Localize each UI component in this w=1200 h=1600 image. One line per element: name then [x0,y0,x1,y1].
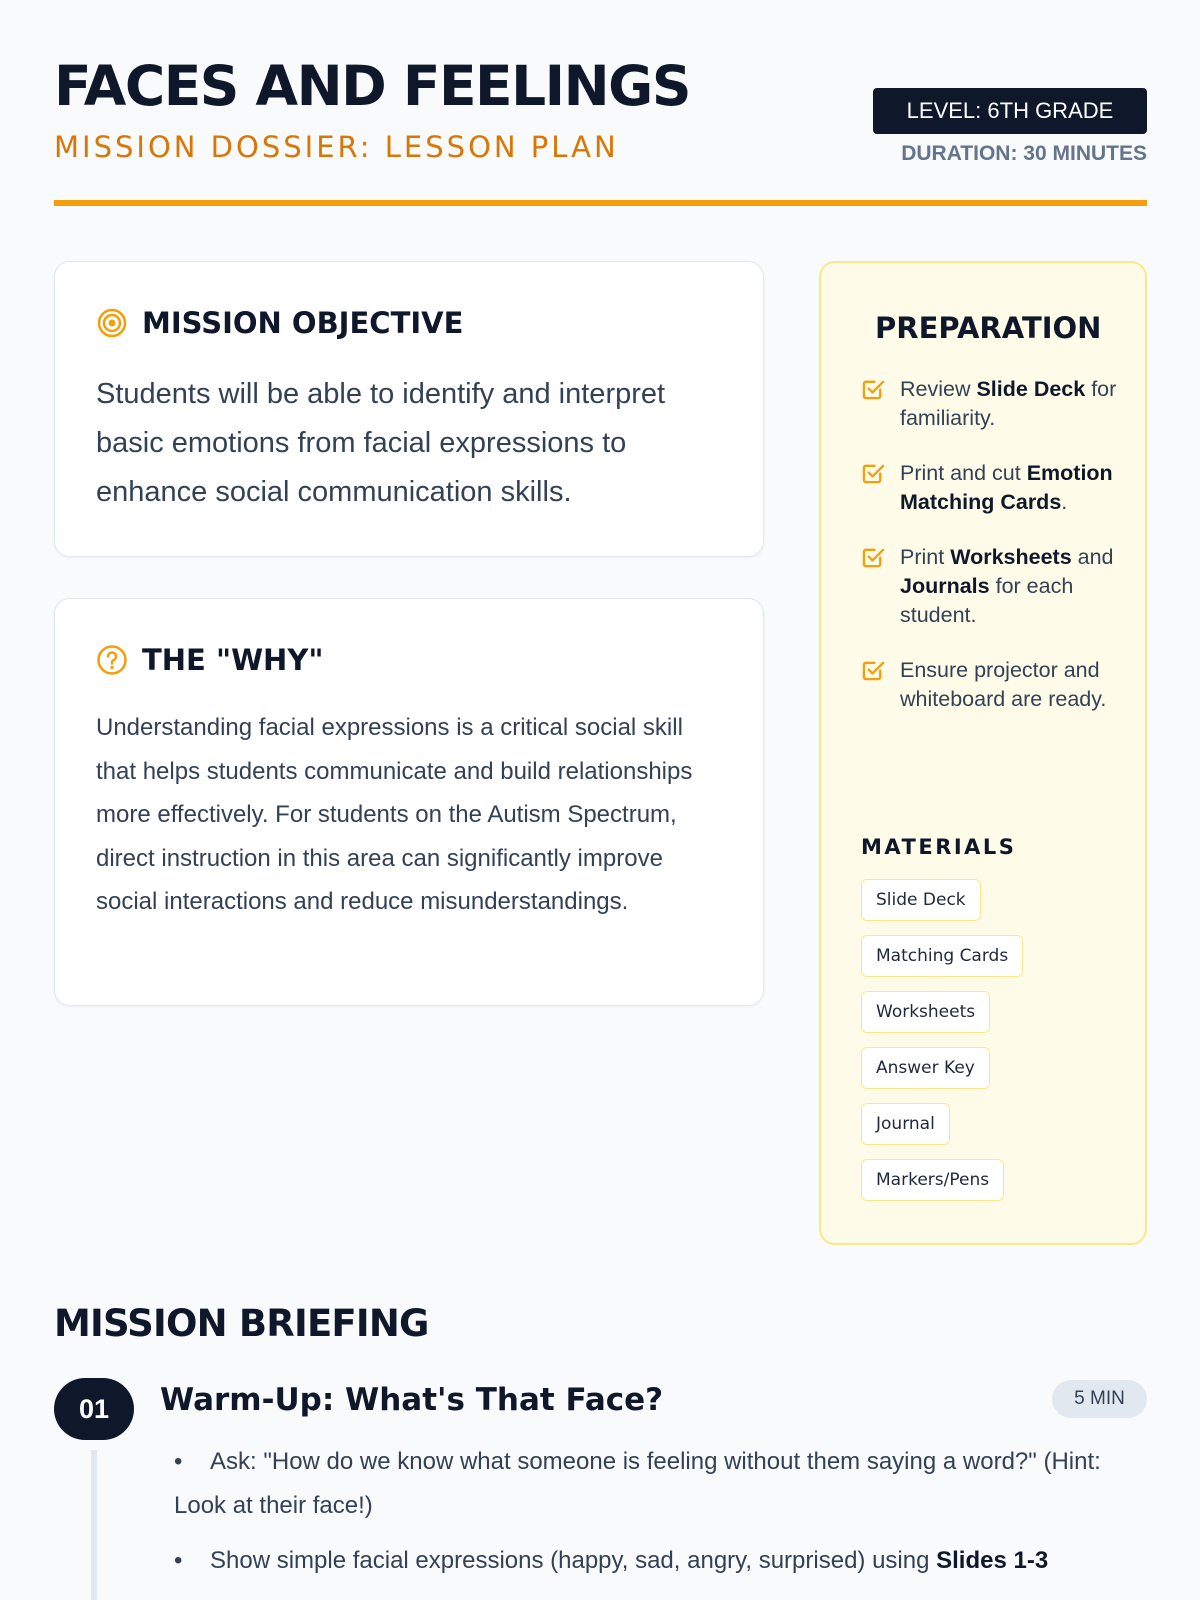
mission-objective-card [54,261,764,557]
checkbox-checked-icon [861,461,886,486]
checklist-text: Print and cut Emotion Matching Cards. [900,461,1113,514]
material-tag: Slide Deck [861,879,981,921]
step-number-badge: 01 [54,1378,134,1440]
bullet-dot-icon: • [174,1448,183,1475]
material-tag: Markers/Pens [861,1159,1004,1201]
checklist-text: Review Slide Deck for familiarity. [900,377,1117,430]
mission-objective-title: MISSION OBJECTIVE [142,306,464,340]
mission-briefing-title: MISSION BRIEFING [54,1302,429,1345]
target-icon [96,307,128,339]
material-tag: Worksheets [861,991,990,1033]
materials-list [861,879,1023,1215]
material-tag: Matching Cards [861,935,1023,977]
materials-title: MATERIALS [861,835,1017,859]
checklist-text: Ensure projector and whiteboard are ready. [900,658,1107,711]
checklist-item [861,656,1121,714]
preparation-title: PREPARATION [875,311,1102,345]
step-bullet-list [174,1440,1147,1595]
checklist-text: Print Worksheets and Journals for each student. [900,545,1114,627]
why-header [96,643,323,677]
why-title: THE "WHY" [142,643,324,677]
page-subtitle: MISSION DOSSIER: LESSON PLAN [54,130,619,164]
preparation-checklist [861,375,1121,740]
why-card [54,598,764,1006]
timeline-connector [91,1450,97,1600]
mission-objective-text: Students will be able to identify and interpret basic emotions from facial expressions to enhance social communication skills. [96,378,666,508]
checkbox-checked-icon [861,545,886,570]
checklist-item [861,543,1121,630]
question-circle-icon [96,644,128,676]
why-text: Understanding facial expressions is a critical social skill that helps students communicate and build relationships more effectively. For students on the Autism Spectrum, direct instruction in this area can significantly improve social interactions and reduce misunderstandings. [96,714,693,915]
bullet-dot-icon: • [174,1547,183,1574]
checkbox-checked-icon [861,377,886,402]
duration-label: DURATION: 30 MINUTES [901,142,1147,165]
material-tag: Answer Key [861,1047,990,1089]
lesson-plan-page [54,0,1147,1574]
step-duration-badge: 5 MIN [1052,1380,1147,1418]
checklist-item [861,459,1121,517]
checkbox-checked-icon [861,658,886,683]
page-title: FACES AND FEELINGS [54,54,690,118]
mission-objective-header [96,306,463,340]
level-badge: LEVEL: 6TH GRADE [873,88,1147,134]
preparation-panel [819,261,1147,1245]
step-bullet: • Show simple facial expressions (happy, sad, angry, surprised) using Slides 1-3 [174,1539,1147,1583]
step-title: Warm-Up: What's That Face? [160,1382,664,1418]
material-tag: Journal [861,1103,950,1145]
checklist-item [861,375,1121,433]
header-divider [54,200,1147,206]
page-header [54,0,1147,210]
step-bullet: • Ask: "How do we know what someone is feeling without them saying a word?" (Hint: Look at their face!) [174,1440,1147,1527]
